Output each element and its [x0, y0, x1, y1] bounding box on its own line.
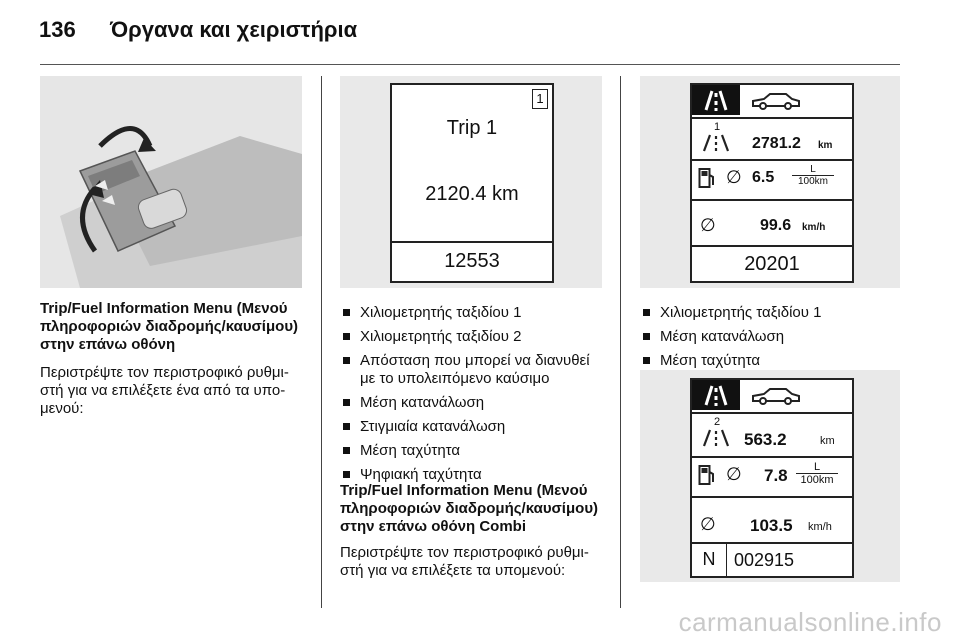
average-symbol-icon: ∅: [726, 464, 742, 484]
odometer: 20201: [744, 253, 800, 275]
consumption-value: 7.8: [764, 466, 788, 485]
list-item: Χιλιομετρητής ταξιδίου 2: [340, 328, 606, 346]
average-symbol-icon: ∅: [700, 215, 716, 235]
road-icon: [698, 133, 734, 158]
car-icon: [750, 91, 802, 116]
column-divider: [321, 76, 322, 608]
car-icon: [750, 386, 802, 411]
consumption-unit: [792, 164, 834, 187]
display-divider: [392, 241, 552, 243]
section-body: Περιστρέψτε τον περιστροφικό ρυθμιστή για να επιλέξετε ένα από τα υπομενού:: [40, 364, 289, 417]
trip-index: 2: [714, 416, 721, 428]
trip-distance: 2781.2: [752, 135, 801, 152]
display-divider: [692, 117, 852, 119]
trip-value: 2120.4 km: [425, 183, 519, 205]
speed-value: 103.5: [750, 516, 793, 535]
list-item: Στιγμιαία κατανάλωση: [340, 418, 606, 436]
combi-display-1-illustration: [640, 76, 900, 288]
combi-display-2-illustration: [640, 370, 900, 582]
display-divider: [692, 199, 852, 201]
road-icon: [698, 428, 734, 453]
section-heading: Trip/Fuel Information Menu (Μενού πληροφοριών διαδρομής/καυσίμου) στην επάνω οθόνη Combi: [340, 482, 599, 535]
list-item: Μέση κατανάλωση: [640, 328, 900, 346]
list-item: Χιλιομετρητής ταξιδίου 1: [640, 304, 900, 322]
list-item: Μέση κατανάλωση: [340, 394, 606, 412]
speed-unit: km/h: [802, 222, 826, 233]
list-item: Μέση ταχύτητα: [340, 442, 606, 460]
combi-display-2: [690, 378, 854, 578]
display-divider: [692, 496, 852, 498]
display-divider: [692, 159, 852, 161]
page-title: Όργανα και χειριστήρια: [110, 17, 358, 42]
fuel-pump-icon: [698, 464, 716, 491]
submenu-list: [340, 304, 606, 490]
average-symbol-icon: ∅: [700, 514, 716, 534]
list-item: Μέση ταχύτητα: [640, 352, 900, 370]
unit-denominator: 100km: [792, 175, 834, 187]
watermark: carmanualsonline.info: [678, 607, 942, 637]
odometer: 12553: [444, 250, 500, 272]
corner-index: 1: [532, 89, 548, 109]
trip-distance: 563.2: [744, 430, 787, 449]
trip-display-illustration: [340, 76, 602, 288]
unit-denominator: 100km: [796, 473, 838, 486]
list-item: Ψηφιακή ταχύτητα: [340, 466, 606, 484]
trip-index: 1: [714, 121, 721, 133]
road-icon: [692, 85, 740, 115]
odometer: 002915: [734, 550, 795, 570]
fuel-pump-icon: [698, 167, 716, 194]
unit-numerator: L: [813, 461, 821, 473]
distance-unit: km: [820, 435, 835, 447]
section-body: Περιστρέψτε τον περιστροφικό ρυθμιστή για να επιλέξετε τα υπομενού:: [340, 544, 589, 579]
distance-unit: km: [818, 140, 833, 151]
display-divider: [692, 412, 852, 414]
road-icon: [692, 380, 740, 410]
combi-display-1: [690, 83, 854, 283]
unit-numerator: L: [810, 164, 816, 175]
trip-label: Trip 1: [446, 117, 498, 139]
header-rule: [40, 64, 900, 65]
list-item: Απόσταση που μπορεί να διανυθεί με το υπολειπόμενο καύσιμο: [340, 352, 606, 388]
page-number: 136: [39, 17, 76, 42]
section-heading: Trip/Fuel Information Menu (Μενού πληροφοριών διαδρομής/καυσίμου) στην επάνω οθόνη: [40, 300, 299, 353]
gear-indicator: N: [692, 542, 727, 576]
column-divider: [620, 76, 621, 608]
consumption-value: 6.5: [752, 169, 775, 186]
list-item: Χιλιομετρητής ταξιδίου 1: [340, 304, 606, 322]
submenu-list: [640, 304, 900, 376]
display-divider: [692, 245, 852, 247]
trip-display: [390, 83, 554, 283]
average-symbol-icon: ∅: [726, 167, 742, 187]
speed-value: 99.6: [760, 217, 792, 234]
display-divider: [692, 456, 852, 458]
stalk-knob-icon: [40, 76, 302, 288]
speed-unit: km/h: [808, 521, 832, 533]
steering-stalk-illustration: [40, 76, 302, 288]
consumption-unit: [796, 461, 838, 486]
